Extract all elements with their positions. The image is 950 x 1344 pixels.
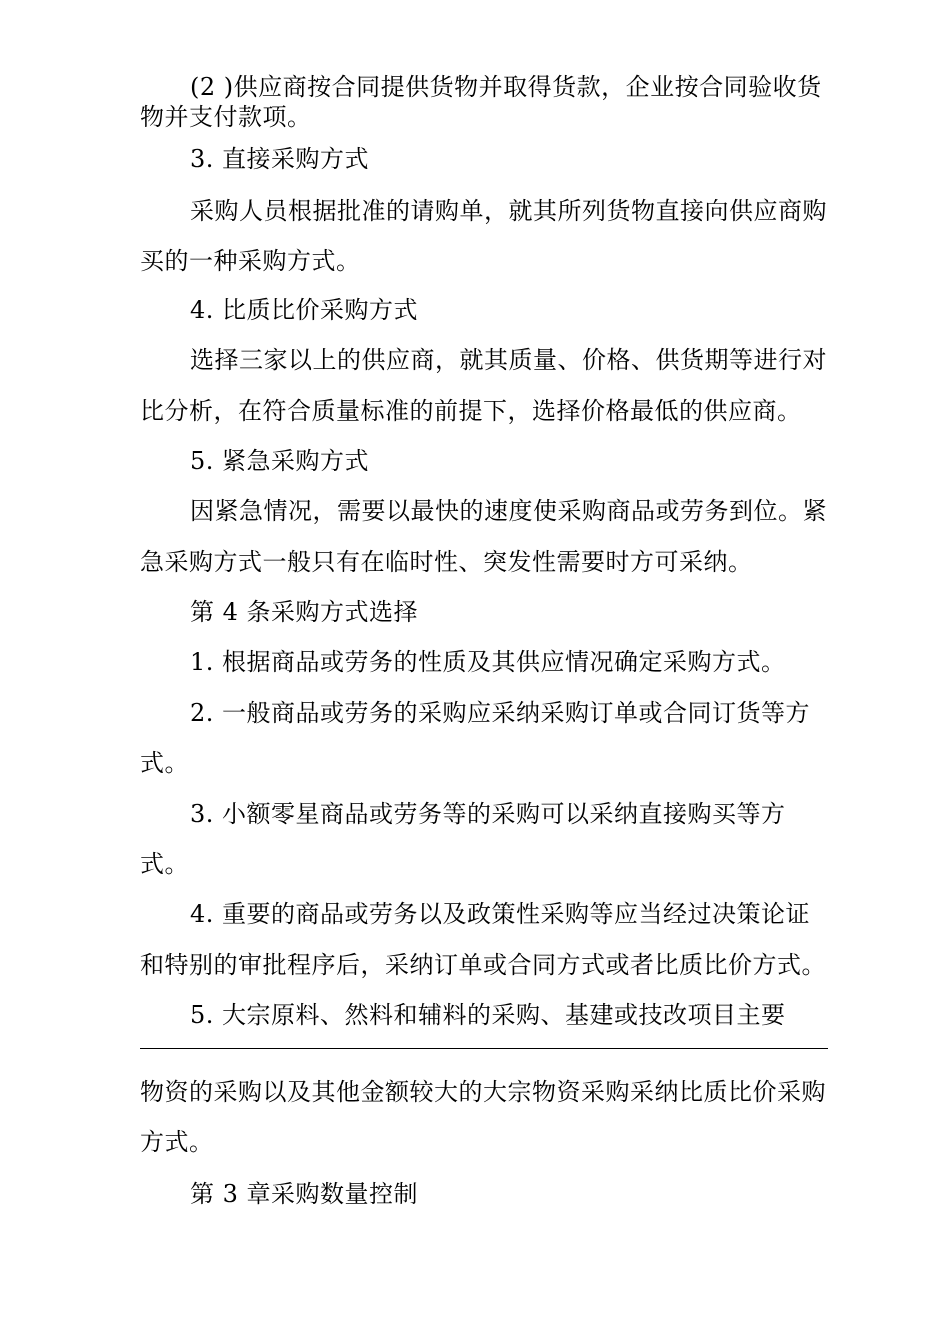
paragraph-line: 方式。 <box>140 1128 214 1156</box>
list-item-continuation: 式。 <box>140 850 189 878</box>
article-heading: 第 4 条采购方式选择 <box>190 598 419 626</box>
paragraph-line: 买的一种采购方式。 <box>140 247 361 275</box>
list-heading: 3. 直接采购方式 <box>190 145 370 173</box>
list-item: 4. 重要的商品或劳务以及政策性采购等应当经过决策论证 <box>190 900 811 928</box>
list-item-continuation: 式。 <box>140 749 189 777</box>
paragraph-line: 物资的采购以及其他金额较大的大宗物资采购采纳比质比价采购 <box>140 1078 826 1106</box>
paragraph-line: 选择三家以上的供应商，就其质量、价格、供货期等进行对 <box>190 346 827 374</box>
list-heading: 5. 紧急采购方式 <box>190 447 370 475</box>
list-item: 1. 根据商品或劳务的性质及其供应情况确定采购方式。 <box>190 648 786 676</box>
list-heading: 4. 比质比价采购方式 <box>190 296 419 324</box>
chapter-heading: 第 3 章采购数量控制 <box>190 1180 419 1208</box>
list-item-continuation: 和特别的审批程序后，采纳订单或合同方式或者比质比价方式。 <box>140 951 826 979</box>
list-item: 3. 小额零星商品或劳务等的采购可以采纳直接购买等方 <box>190 800 786 828</box>
paragraph-line: 因紧急情况，需要以最快的速度使采购商品或劳务到位。紧 <box>190 497 827 525</box>
list-item: 5. 大宗原料、然料和辅料的采购、基建或技改项目主要 <box>190 1001 786 1029</box>
page-break-rule <box>140 1048 828 1049</box>
list-item: 2. 一般商品或劳务的采购应采纳采购订单或合同订货等方 <box>190 699 811 727</box>
paragraph-line: 物并支付款项。 <box>140 103 312 131</box>
paragraph-line: 比分析，在符合质量标准的前提下，选择价格最低的供应商。 <box>140 397 802 425</box>
paragraph-line: 采购人员根据批准的请购单，就其所列货物直接向供应商购 <box>190 197 827 225</box>
paragraph-line: 急采购方式一般只有在临时性、突发性需要时方可采纳。 <box>140 548 753 576</box>
paragraph-line: (2 )供应商按合同提供货物并取得货款，企业按合同验收货 <box>190 73 822 101</box>
